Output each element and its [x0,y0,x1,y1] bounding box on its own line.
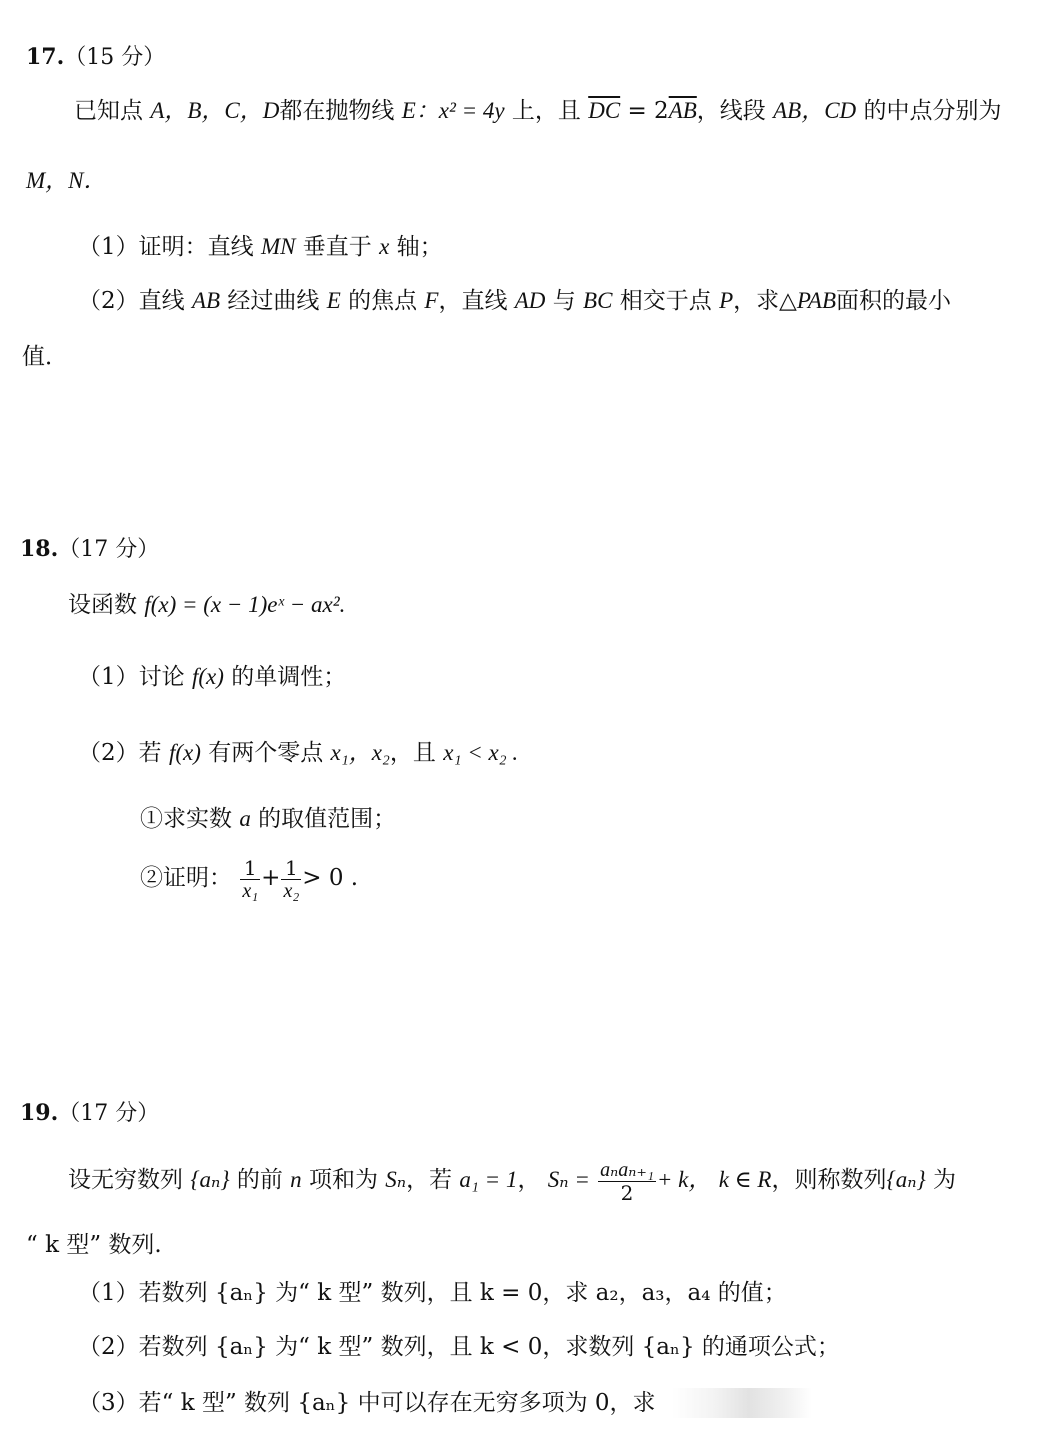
q19-a1: a₁ = 1 [459,1167,518,1192]
q18-stem-prefix: 设函数 [68,592,137,618]
q17-part1-text: 垂直于 [302,234,372,260]
q19-header [20,1098,159,1129]
q19-part1-text: （1）若数列 {aₙ} 为“ k 型” 数列，且 k = 0，求 a₂，a₃，a₄ 的值； [78,1280,787,1306]
q17-part2 [78,286,951,316]
q18-sub2 [140,850,358,906]
q17-stem-end: 的中点分别为 [863,98,1002,124]
q17-part2-end: 值． [22,344,68,370]
q19-stem [68,1152,956,1208]
q18-plus: + [261,865,281,891]
q17-segments: AB，CD [773,98,857,123]
q17-part2-t1: 经过曲线 [227,288,320,314]
q18-sub2-label: ②证明： [140,865,232,891]
q18-header [20,534,159,565]
q19-stem-t3: ，若 [406,1167,453,1193]
q17-part2-e: E [326,288,341,313]
q19-frac-numerator: aₙaₙ₊₁ [600,1158,654,1181]
q19-stem-prefix: 设无穷数列 [68,1167,183,1193]
q18-sub2-tail: > 0 . [302,865,359,891]
q17-stem-cont [26,166,107,196]
q17-part1-label: （1）证明：直线 [78,234,254,260]
q19-part3 [78,1388,656,1418]
q19-stem-t4: ，则称数列 [771,1167,887,1193]
q18-frac2-denominator: x₂ [283,879,300,902]
q19-stem-t2: 项和为 [308,1167,378,1193]
q17-part2-pab: PAB [796,288,837,313]
q18-points: （17 分） [58,537,160,562]
q18-part2-fx: f(x) [168,740,201,765]
q18-sub1-label: ①求实数 [140,806,232,832]
q18-sub1-text: 的取值范围； [258,806,397,832]
q17-midpoints: M，N． [26,168,107,193]
q18-part2-and: ，且 [389,740,436,766]
q17-part2-t2: 的焦点 [348,288,418,314]
q17-part2-cont [22,342,68,372]
q19-stem-cont [26,1230,162,1260]
q17-eq2: = 2 [627,98,669,124]
q17-part2-t7: 面积的最小 [836,288,952,314]
q18-fraction-1 [240,857,260,902]
q17-part1-end: 轴； [396,234,443,260]
q19-part1 [78,1278,787,1308]
q19-n: n [290,1167,302,1192]
q18-sub1 [140,804,396,834]
q17-vector-dc: $\overline{DC}$ [588,98,621,123]
q18-frac2-numerator: 1 [281,857,301,880]
q17-points: （15 分） [64,45,166,70]
q19-number: 19. [20,1100,59,1126]
q17-stem-after: 上，且 [511,98,581,124]
q17-part2-ad: AD [514,288,546,313]
q19-sn-eq: Sₙ = [547,1167,590,1192]
q17-part1 [78,232,443,262]
q18-part1 [78,662,346,692]
q19-plus-k: + k， [656,1167,712,1192]
q17-part1-x: x [379,234,390,259]
q19-fraction [598,1159,656,1204]
q17-number: 17. [26,44,65,70]
q18-part1-label: （1）讨论 [78,664,185,690]
q18-frac1-denominator: x₁ [242,879,259,902]
q19-stem-t1: 的前 [236,1167,283,1193]
q18-part2-inequality: x₁ < x₂ . [443,740,519,765]
q19-frac-denominator: 2 [620,1180,634,1205]
q18-part2-label: （2）若 [78,740,162,766]
q19-part3-text: （3）若“ k 型” 数列 {aₙ} 中可以存在无穷多项为 0，求 [78,1390,656,1416]
q17-parabola: E：x² = 4y [401,98,505,123]
q17-part2-p: P [719,288,734,313]
q17-part1-mn: MN [260,234,296,259]
q19-k-in-r: k ∈ R [718,1167,772,1192]
q17-part2-f: F [424,288,439,313]
q18-stem [68,590,345,620]
obscured-text-smudge [672,1388,812,1418]
q19-comma: ， [517,1167,541,1193]
q17-stem-tail: ，线段 [696,98,766,124]
q19-sequence-2: {aₙ} [886,1167,926,1192]
q19-part2 [78,1332,840,1362]
q17-stem-mid: 都在抛物线 [279,98,395,124]
q19-stem-t5: 为 [933,1167,957,1193]
q19-part2-text: （2）若数列 {aₙ} 为“ k 型” 数列，且 k < 0，求数列 {aₙ} 的通项公式； [78,1334,840,1360]
q17-part2-t5: 相交于点 [619,288,712,314]
q17-part2-t3: ，直线 [438,288,508,314]
q18-part1-fx: f(x) [191,664,224,689]
q18-part2-text: 有两个零点 [208,740,324,766]
q17-part2-ab: AB [191,288,221,313]
q18-frac1-numerator: 1 [240,857,260,880]
q19-sn: Sₙ [385,1167,407,1192]
q18-function: f(x) = (x − 1)eˣ − ax². [144,592,346,617]
q18-fraction-2 [281,857,301,902]
q17-part2-bc: BC [583,288,613,313]
q18-part1-text: 的单调性； [231,664,347,690]
q19-sequence: {aₙ} [190,1167,230,1192]
q17-part2-t4: 与 [552,288,576,314]
q19-points: （17 分） [58,1101,160,1126]
q17-vector-ab: $\overline{AB}$ [668,98,697,123]
q17-part2-label: （2）直线 [78,288,185,314]
q17-stem [74,96,1001,126]
q18-part2 [78,738,518,768]
q19-ktype: “ k 型” 数列. [26,1232,162,1258]
q17-header [26,42,165,73]
q18-sub1-a: a [239,806,251,831]
q17-stem-prefix: 已知点 [74,98,143,124]
q18-number: 18. [20,536,59,562]
q17-part2-t6: ，求△ [733,288,797,314]
q17-points-list: A，B，C，D [150,98,280,123]
q18-part2-roots: x₁，x₂ [330,740,390,765]
